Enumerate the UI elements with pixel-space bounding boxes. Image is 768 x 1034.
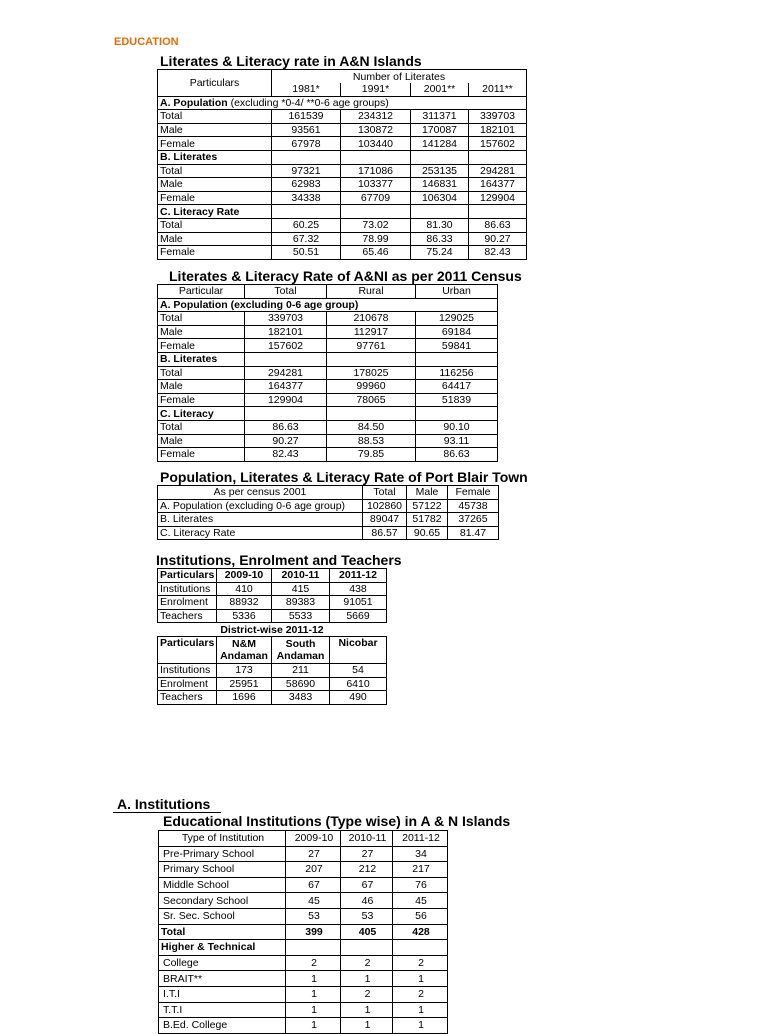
col-header: N&M Andaman [217,636,272,663]
cell: 1 [393,971,448,987]
literacy-rate-table [157,69,527,260]
cell: 99960 [327,380,416,394]
table-row [158,691,387,705]
table2-title: Literates & Literacy Rate of A&NI as per 2011 Census [169,268,522,284]
table-row [159,893,448,909]
cell: 90.27 [469,232,527,246]
col-header: 2009-10 [286,831,341,847]
row-label: Secondary School [159,893,286,909]
row-label: Male [158,325,245,339]
cell: 2 [286,955,341,971]
cell: 89383 [272,596,330,610]
row-label: Female [158,191,272,205]
cell: 294281 [469,164,527,178]
cell: 106304 [411,191,469,205]
cell: 97761 [327,339,416,353]
higher-technical-label: Higher & Technical [159,940,286,956]
table-row [158,499,499,513]
cell: 129904 [469,191,527,205]
section-label: EDUCATION [114,36,179,48]
cell: 6410 [330,677,387,691]
cell: 73.02 [341,218,411,232]
col-header: South Andaman [272,636,330,663]
cell: 89047 [363,513,407,527]
table-row [158,609,387,623]
cell: 1 [286,986,341,1002]
row-label: BRAIT** [159,971,286,987]
table-row [159,846,448,862]
cell: 1 [341,1002,393,1018]
cell: 211 [272,663,330,677]
cell: 53 [286,908,341,924]
cell: 88932 [217,596,272,610]
table-row [159,1018,448,1034]
row-label: Enrolment [158,596,217,610]
table-row [158,434,498,448]
col-header: Particulars [158,569,217,583]
table-row [159,971,448,987]
table-row [158,232,527,246]
col-header: Particulars [158,636,217,663]
row-label: Middle School [159,877,286,893]
table-row [158,448,498,462]
section-a-bold: A. Population [160,96,228,109]
col-header: 2009-10 [217,569,272,583]
district-title: District-wise 2011-12 [158,623,387,637]
table-row [159,877,448,893]
col-header: Total [363,486,407,500]
cell: 339703 [245,312,327,326]
cell: 1 [393,1018,448,1034]
col-header: Nicobar [330,636,387,663]
cell: 25951 [217,677,272,691]
cell: 56 [393,908,448,924]
col-header: Male [407,486,448,500]
cell: 67 [341,877,393,893]
cell: 67.32 [272,232,341,246]
col-particulars: Particulars [158,70,272,97]
row-label: Male [158,123,272,137]
port-blair-table [157,485,499,540]
cell: 84.50 [327,420,416,434]
cell: 157602 [245,339,327,353]
year-header: 1991* [341,83,411,96]
section-b-label: B. Literates [158,150,272,164]
cell: 157602 [469,137,527,151]
cell: 88.53 [327,434,416,448]
row-label: T.T.I [159,1002,286,1018]
cell: 45 [393,893,448,909]
cell: 62983 [272,178,341,192]
cell: 212 [341,862,393,878]
row-label: Total [158,312,245,326]
col-header: 2010-11 [341,831,393,847]
cell: 415 [272,582,330,596]
row-label: Total [158,110,272,124]
cell: 64417 [416,380,498,394]
cell: 67709 [341,191,411,205]
row-label: Teachers [158,691,217,705]
cell: 34 [393,846,448,862]
table-row [159,908,448,924]
col-header: Total [245,285,327,299]
cell: 2 [341,955,393,971]
section-c-label: C. Literacy [158,407,245,421]
cell: 65.46 [341,246,411,260]
cell: 67978 [272,137,341,151]
row-label: Female [158,393,245,407]
cell: 93561 [272,123,341,137]
cell: 57122 [407,499,448,513]
row-label: I.T.I [159,986,286,1002]
cell: 3483 [272,691,330,705]
table-row [158,596,387,610]
col-header: Urban [416,285,498,299]
cell: 410 [217,582,272,596]
table-row [158,164,527,178]
cell: 60.25 [272,218,341,232]
cell: 45 [286,893,341,909]
cell: 54 [330,663,387,677]
table1-title: Literates & Literacy rate in A&N Islands [160,53,422,69]
cell: 141284 [411,137,469,151]
table-row [158,366,498,380]
cell: 59841 [416,339,498,353]
col-header: Female [448,486,499,500]
cell: 339703 [469,110,527,124]
col-header: 2010-11 [272,569,330,583]
table-row [158,325,498,339]
section-c-label: C. Literacy Rate [158,205,272,219]
table-row [158,246,527,260]
table-row [158,312,498,326]
row-label: Pre-Primary School [159,846,286,862]
table3-title: Population, Literates & Literacy Rate of Port Blair Town [160,469,528,485]
cell: 129904 [245,393,327,407]
col-group: Number of Literates [272,70,527,84]
row-label: Sr. Sec. School [159,908,286,924]
row-label: Institutions [158,663,217,677]
col-header: Particular [158,285,245,299]
cell: 46 [341,893,393,909]
section-a-row [158,96,527,110]
institutions-typewise-table [158,830,448,1034]
year-header: 2011** [469,83,527,96]
cell: 82.43 [245,448,327,462]
cell: 217 [393,862,448,878]
cell: 82.43 [469,246,527,260]
table5-title: Educational Institutions (Type wise) in A & N Islands [163,813,511,829]
cell: 294281 [245,366,327,380]
cell: 69184 [416,325,498,339]
cell: 170087 [411,123,469,137]
cell: 90.65 [407,526,448,540]
row-label: C. Literacy Rate [158,526,363,540]
row-label: Male [158,380,245,394]
table-row [158,339,498,353]
cell: 173 [217,663,272,677]
cell: 5336 [217,609,272,623]
col-header: As per census 2001 [158,486,363,500]
cell: 102860 [363,499,407,513]
census-2011-table [157,284,498,462]
col-header: 2011-12 [330,569,387,583]
cell: 78.99 [341,232,411,246]
col-header: 2011-12 [393,831,448,847]
cell: 130872 [341,123,411,137]
cell: 58690 [272,677,330,691]
cell: 81.30 [411,218,469,232]
cell: 75.24 [411,246,469,260]
row-label: College [159,955,286,971]
cell: 399 [286,924,341,940]
total-label: Total [159,924,286,940]
row-label: Enrolment [158,677,217,691]
total-row [159,924,448,940]
table-row [158,526,499,540]
cell: 146831 [411,178,469,192]
cell: 164377 [245,380,327,394]
cell: 37265 [448,513,499,527]
row-label: A. Population (excluding 0-6 age group) [158,499,363,513]
cell: 90.10 [416,420,498,434]
row-label: Total [158,420,245,434]
table-row [158,513,499,527]
cell: 164377 [469,178,527,192]
table-row [158,218,527,232]
table-row [158,178,527,192]
cell: 1 [286,1002,341,1018]
cell: 103377 [341,178,411,192]
row-label: B.Ed. College [159,1018,286,1034]
cell: 86.63 [416,448,498,462]
cell: 86.57 [363,526,407,540]
table-row [159,862,448,878]
section-a-label: A. Population (excluding 0-6 age group) [158,298,498,312]
row-label: Female [158,137,272,151]
cell: 253135 [411,164,469,178]
cell: 112917 [327,325,416,339]
institutions-table [157,568,387,705]
table-row [158,123,527,137]
cell: 2 [393,955,448,971]
cell: 27 [286,846,341,862]
section-a-institutions-heading: A. Institutions [113,796,221,813]
section-a-rest: (excluding *0-4/ **0-6 age groups) [227,96,389,109]
year-header: 2001** [411,83,469,96]
cell: 79.85 [327,448,416,462]
cell: 90.27 [245,434,327,448]
table-row [158,663,387,677]
cell: 51839 [416,393,498,407]
table-row [158,420,498,434]
cell: 5669 [330,609,387,623]
row-label: Institutions [158,582,217,596]
cell: 103440 [341,137,411,151]
row-label: Total [158,164,272,178]
cell: 5533 [272,609,330,623]
cell: 34338 [272,191,341,205]
table-row [158,380,498,394]
cell: 311371 [411,110,469,124]
cell: 207 [286,862,341,878]
cell: 97321 [272,164,341,178]
cell: 1 [341,971,393,987]
cell: 2 [393,986,448,1002]
row-label: Teachers [158,609,217,623]
cell: 91051 [330,596,387,610]
table-row [159,955,448,971]
cell: 171086 [341,164,411,178]
table-row [158,393,498,407]
cell: 45738 [448,499,499,513]
cell: 86.33 [411,232,469,246]
row-label: Female [158,339,245,353]
cell: 51782 [407,513,448,527]
cell: 86.63 [245,420,327,434]
row-label: Female [158,448,245,462]
cell: 1 [286,1018,341,1034]
cell: 93.11 [416,434,498,448]
row-label: Male [158,232,272,246]
cell: 86.63 [469,218,527,232]
table-row [158,582,387,596]
row-label: Total [158,366,245,380]
cell: 27 [341,846,393,862]
table-row [158,110,527,124]
table4-title: Institutions, Enrolment and Teachers [156,552,402,568]
cell: 210678 [327,312,416,326]
cell: 129025 [416,312,498,326]
cell: 2 [341,986,393,1002]
cell: 1696 [217,691,272,705]
cell: 178025 [327,366,416,380]
cell: 116256 [416,366,498,380]
cell: 182101 [245,325,327,339]
cell: 405 [341,924,393,940]
cell: 81.47 [448,526,499,540]
table-row [158,191,527,205]
cell: 53 [341,908,393,924]
cell: 234312 [341,110,411,124]
row-label: Total [158,218,272,232]
table-row [158,137,527,151]
cell: 1 [341,1018,393,1034]
col-header: Rural [327,285,416,299]
row-label: Male [158,434,245,448]
cell: 182101 [469,123,527,137]
table-row [159,986,448,1002]
col-header: Type of Institution [159,831,286,847]
cell: 438 [330,582,387,596]
cell: 50.51 [272,246,341,260]
row-label: Male [158,178,272,192]
cell: 1 [393,1002,448,1018]
section-b-label: B. Literates [158,352,245,366]
table-row [158,677,387,691]
cell: 428 [393,924,448,940]
row-label: B. Literates [158,513,363,527]
cell: 78065 [327,393,416,407]
row-label: Primary School [159,862,286,878]
cell: 490 [330,691,387,705]
cell: 67 [286,877,341,893]
cell: 76 [393,877,448,893]
year-header: 1981* [272,83,341,96]
cell: 1 [286,971,341,987]
cell: 161539 [272,110,341,124]
table-row [159,1002,448,1018]
row-label: Female [158,246,272,260]
